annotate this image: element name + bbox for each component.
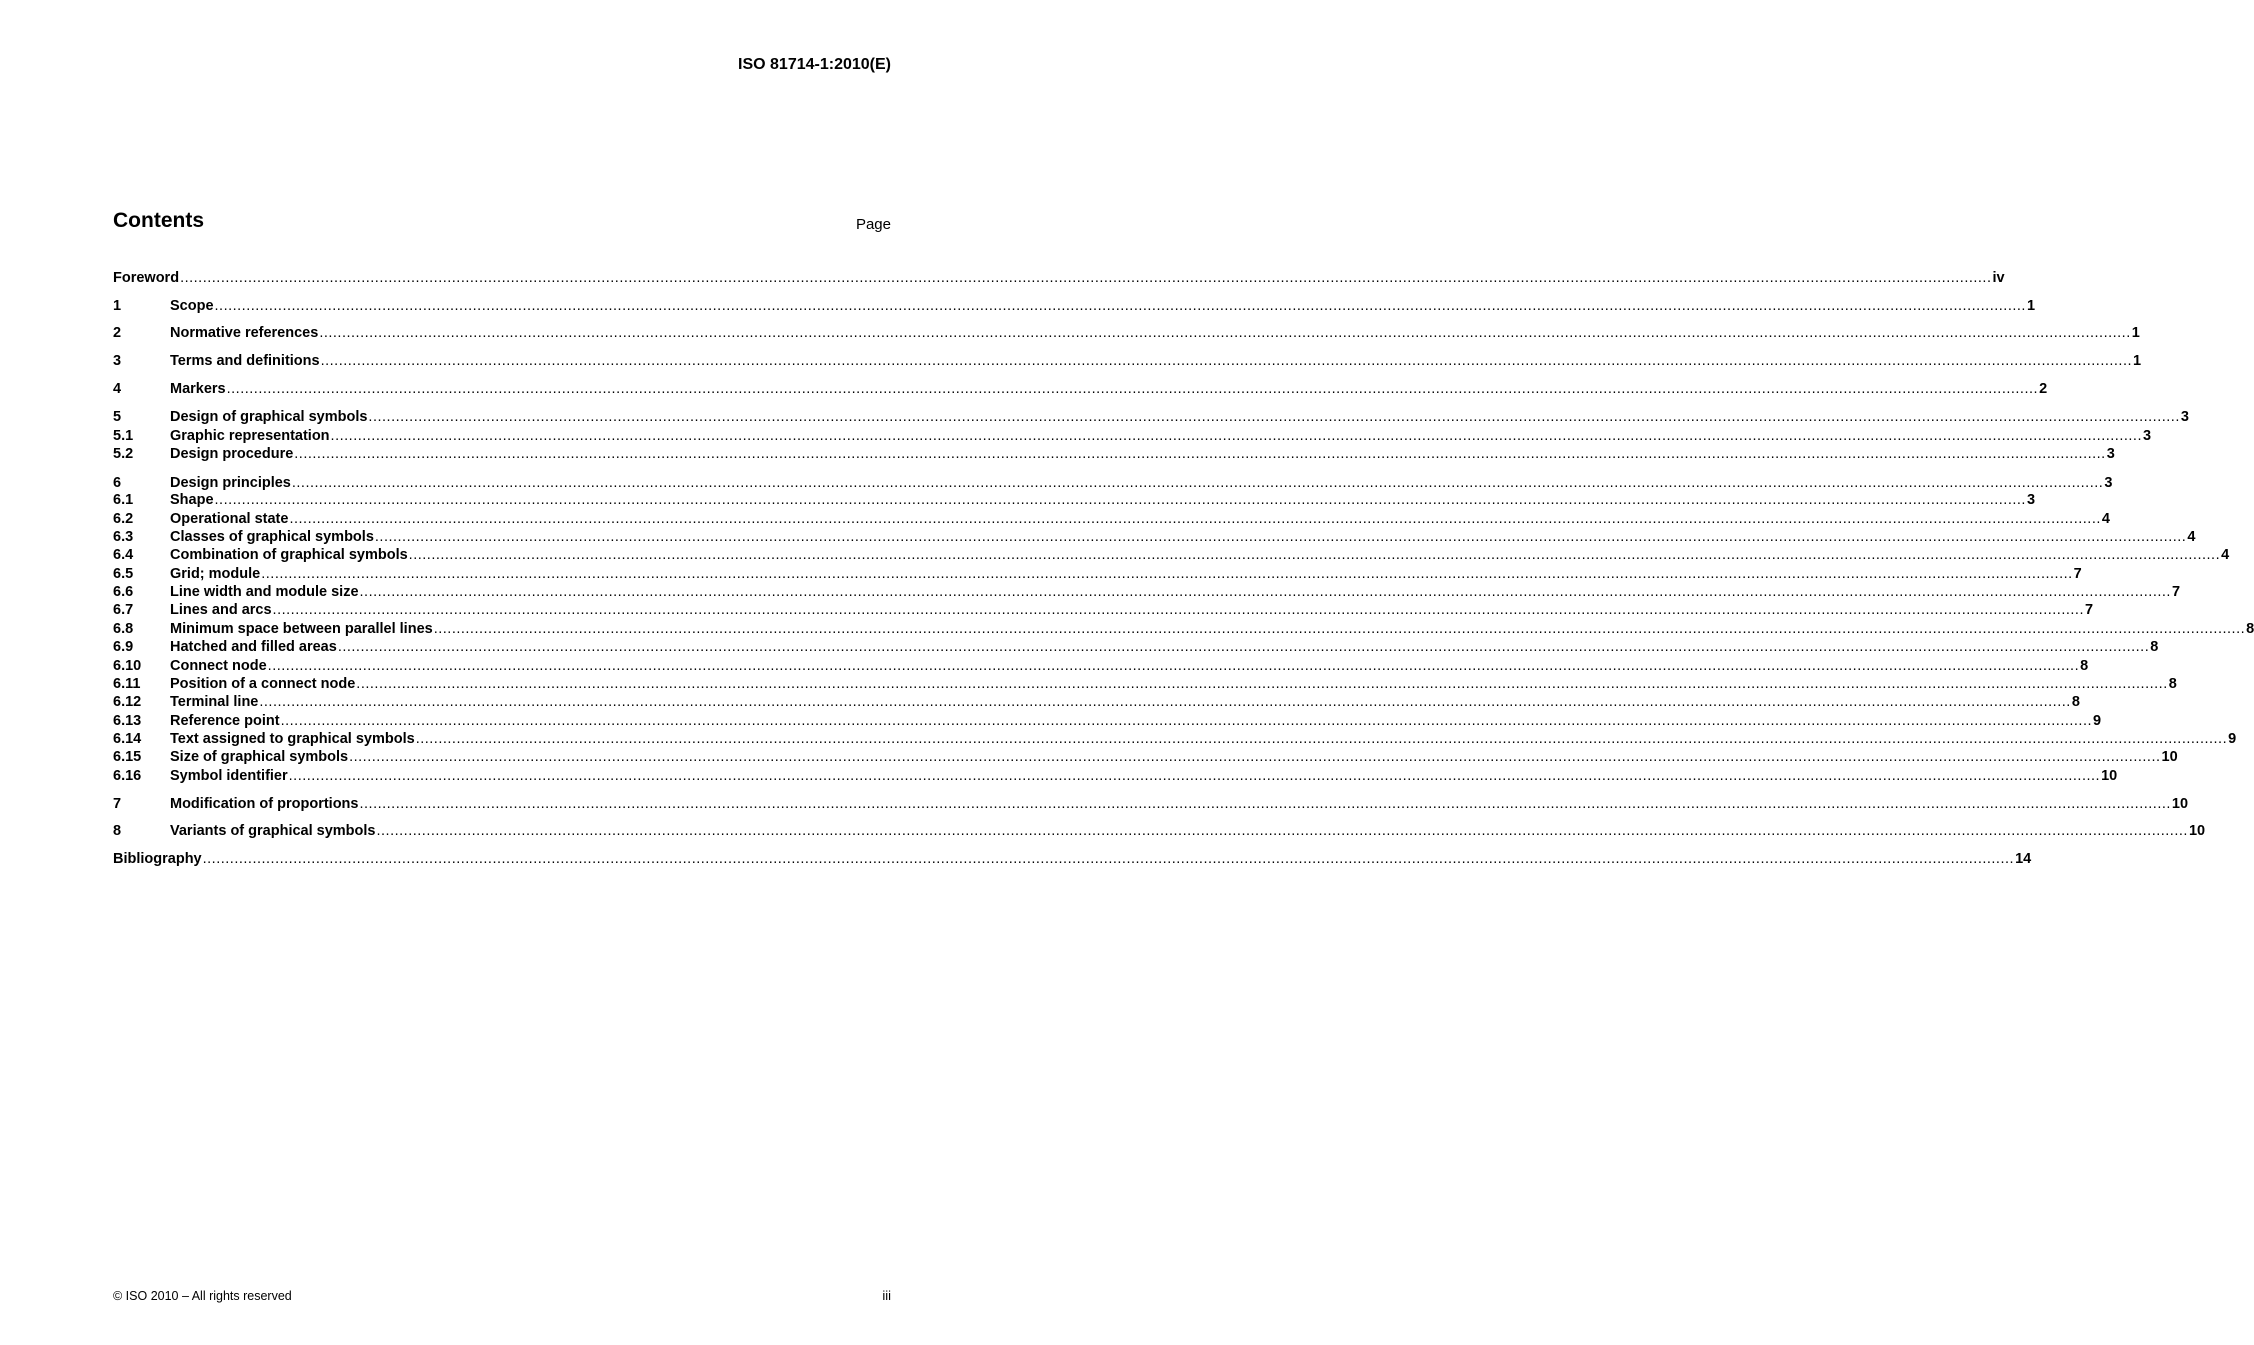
toc-entry[interactable] (113, 693, 2080, 711)
toc-entry-number: 6.3 (113, 529, 134, 545)
toc-entry-title: Markers (170, 381, 226, 397)
toc-entry-number: 6.15 (113, 749, 142, 765)
toc-dot-leader: ................................................................................................................................................................................................................................................................................................................................................................................................................ (415, 731, 2228, 747)
toc-dot-leader: ................................................................................................................................................................................................................................................................................................................................................................................................................ (359, 584, 2171, 600)
toc-entry[interactable] (113, 748, 2178, 766)
toc-entry-number: 6.11 (113, 676, 141, 692)
toc-entry-page: 3 (2142, 428, 2152, 444)
toc-entry-number: 6.9 (113, 639, 134, 655)
toc-entry[interactable] (113, 620, 2254, 638)
toc-entry-page: 8 (2071, 694, 2080, 710)
toc-entry[interactable] (113, 565, 2082, 583)
toc-entry-number: 4 (113, 381, 122, 397)
toc-dot-leader: ................................................................................................................................................................................................................................................................................................................................................................................................................ (330, 428, 2142, 444)
toc-dot-leader: ................................................................................................................................................................................................................................................................................................................................................................................................................ (356, 676, 2168, 692)
toc-entry-number: 8 (113, 823, 122, 839)
toc-dot-leader: ................................................................................................................................................................................................................................................................................................................................................................................................................ (272, 602, 2084, 618)
toc-entry[interactable] (113, 474, 2113, 492)
toc-entry-page: 10 (2171, 796, 2189, 812)
toc-entry-title: Foreword (113, 270, 180, 286)
toc-dot-leader: ................................................................................................................................................................................................................................................................................................................................................................................................................ (359, 796, 2171, 812)
toc-entry-title: Reference point (170, 713, 280, 729)
toc-entry-title: Scope (170, 298, 214, 314)
toc-entry-title: Line width and module size (170, 584, 359, 600)
toc-entry-title: Design of graphical symbols (170, 409, 368, 425)
toc-entry-page: 8 (2246, 621, 2254, 637)
page-number: iii (882, 1288, 891, 1303)
toc-entry-title: Lines and arcs (170, 602, 272, 618)
toc-entry-page: 4 (2187, 529, 2196, 545)
toc-entry-title: Operational state (170, 511, 289, 527)
toc-entry-number: 6.5 (113, 566, 134, 582)
toc-entry-title: Design procedure (170, 446, 294, 462)
toc-dot-leader: ................................................................................................................................................................................................................................................................................................................................................................................................................ (289, 511, 2101, 527)
toc-dot-leader: ................................................................................................................................................................................................................................................................................................................................................................................................................ (337, 639, 2150, 655)
toc-dot-leader: ................................................................................................................................................................................................................................................................................................................................................................................................................ (288, 768, 2101, 784)
toc-entry[interactable] (113, 675, 2177, 693)
toc-entry-title: Minimum space between parallel lines (170, 621, 433, 637)
toc-dot-leader: ................................................................................................................................................................................................................................................................................................................................................................................................................ (226, 381, 2039, 397)
toc-entry-number: 1 (113, 298, 122, 314)
toc-entry-title: Classes of graphical symbols (170, 529, 374, 545)
toc-entry-number: 6.10 (113, 658, 142, 674)
toc-dot-leader: ................................................................................................................................................................................................................................................................................................................................................................................................................ (214, 298, 2026, 314)
toc-entry[interactable] (113, 445, 2115, 463)
toc-entry-title: Design principles (170, 475, 291, 491)
toc-entry-page: 3 (2106, 446, 2115, 462)
copyright-notice: © ISO 2010 – All rights reserved (113, 1289, 292, 1303)
toc-entry[interactable] (113, 795, 2189, 813)
toc-entry-number: 5.2 (113, 446, 134, 462)
toc-dot-leader: ................................................................................................................................................................................................................................................................................................................................................................................................................ (408, 547, 2221, 563)
toc-entry-page: 3 (2104, 475, 2113, 491)
toc-entry[interactable] (113, 352, 2142, 370)
toc-entry-number: 6.7 (113, 602, 134, 618)
toc-entry[interactable] (113, 510, 2110, 528)
toc-entry-title: Modification of proportions (170, 796, 359, 812)
toc-entry[interactable] (113, 408, 2189, 426)
toc-entry-number: 6.12 (113, 694, 142, 710)
toc-entry-title: Grid; module (170, 566, 261, 582)
toc-entry-page: 9 (2228, 731, 2237, 747)
toc-entry-page: 10 (2101, 768, 2118, 784)
toc-entry-page: 7 (2084, 602, 2094, 618)
toc-entry[interactable] (113, 583, 2181, 601)
toc-entry-title: Text assigned to graphical symbols (170, 731, 415, 747)
toc-dot-leader: ................................................................................................................................................................................................................................................................................................................................................................................................................ (214, 492, 2026, 508)
toc-dot-leader: ................................................................................................................................................................................................................................................................................................................................................................................................................ (259, 694, 2071, 710)
toc-entry-number: 6.1 (113, 492, 134, 508)
toc-entry-title: Shape (170, 492, 214, 508)
toc-entry-page: iv (1992, 270, 2005, 286)
contents-heading: Contents (113, 209, 204, 232)
toc-entry-page: 8 (2080, 658, 2089, 674)
toc-entry-number: 2 (113, 325, 122, 341)
toc-dot-leader: ................................................................................................................................................................................................................................................................................................................................................................................................................ (374, 529, 2187, 545)
toc-entry-number: 6.13 (113, 713, 142, 729)
toc-entry-number: 5 (113, 409, 122, 425)
toc-entry[interactable] (113, 730, 2237, 748)
toc-entry-number: 6.6 (113, 584, 134, 600)
toc-entry[interactable] (113, 822, 2206, 840)
toc-dot-leader: ................................................................................................................................................................................................................................................................................................................................................................................................................ (267, 658, 2080, 674)
toc-entry[interactable] (113, 269, 2005, 287)
toc-entry[interactable] (113, 324, 2140, 342)
toc-entry[interactable] (113, 427, 2152, 445)
toc-entry[interactable] (113, 657, 2089, 675)
toc-entry-number: 6.2 (113, 511, 134, 527)
toc-entry-page: 3 (2026, 492, 2036, 508)
toc-entry[interactable] (113, 712, 2102, 730)
toc-dot-leader: ................................................................................................................................................................................................................................................................................................................................................................................................................ (320, 353, 2133, 369)
toc-entry-page: 7 (2171, 584, 2181, 600)
toc-dot-leader: ................................................................................................................................................................................................................................................................................................................................................................................................................ (261, 566, 2073, 582)
toc-entry[interactable] (113, 297, 2036, 315)
toc-dot-leader: ................................................................................................................................................................................................................................................................................................................................................................................................................ (280, 713, 2093, 729)
toc-entry-number: 6.14 (113, 731, 142, 747)
toc-entry-page: 8 (2168, 676, 2177, 692)
toc-entry-page: 10 (2161, 749, 2178, 765)
toc-entry[interactable] (113, 546, 2230, 564)
toc-entry-page: 7 (2073, 566, 2082, 582)
toc-entry[interactable] (113, 491, 2036, 509)
toc-dot-leader: ................................................................................................................................................................................................................................................................................................................................................................................................................ (433, 621, 2246, 637)
toc-entry-title: Graphic representation (170, 428, 330, 444)
toc-dot-leader: ................................................................................................................................................................................................................................................................................................................................................................................................................ (294, 446, 2106, 462)
toc-entry-page: 1 (2026, 298, 2036, 314)
toc-dot-leader: ................................................................................................................................................................................................................................................................................................................................................................................................................ (180, 270, 1992, 286)
toc-entry[interactable] (113, 850, 2032, 868)
toc-entry-title: Symbol identifier (170, 768, 288, 784)
toc-entry-page: 14 (2015, 851, 2032, 867)
toc-entry-number: 5.1 (113, 428, 134, 444)
toc-entry-page: 1 (2131, 325, 2140, 341)
document-id: ISO 81714-1:2010(E) (738, 56, 891, 73)
toc-entry-number: 6.8 (113, 621, 134, 637)
toc-entry-title: Hatched and filled areas (170, 639, 337, 655)
toc-entry-number: 7 (113, 796, 122, 812)
toc-entry-page: 8 (2150, 639, 2159, 655)
toc-entry-page: 4 (2101, 511, 2110, 527)
toc-dot-leader: ................................................................................................................................................................................................................................................................................................................................................................................................................ (376, 823, 2188, 839)
toc-entry-title: Combination of graphical symbols (170, 547, 408, 563)
toc-entry-title: Bibliography (113, 851, 202, 867)
toc-entry[interactable] (113, 601, 2094, 619)
page-column-label: Page (855, 216, 891, 233)
toc-entry[interactable] (113, 767, 2118, 785)
toc-entry-number: 6 (113, 475, 122, 491)
toc-dot-leader: ................................................................................................................................................................................................................................................................................................................................................................................................................ (319, 325, 2131, 341)
toc-entry[interactable] (113, 638, 2159, 656)
toc-dot-leader: ................................................................................................................................................................................................................................................................................................................................................................................................................ (291, 475, 2104, 491)
toc-entry-title: Terms and definitions (170, 353, 320, 369)
toc-entry-title: Normative references (170, 325, 319, 341)
toc-dot-leader: ................................................................................................................................................................................................................................................................................................................................................................................................................ (349, 749, 2161, 765)
toc-entry-title: Terminal line (170, 694, 259, 710)
toc-entry-page: 10 (2188, 823, 2206, 839)
toc-entry-title: Variants of graphical symbols (170, 823, 376, 839)
toc-entry-number: 6.16 (113, 768, 142, 784)
toc-entry[interactable] (113, 380, 2048, 398)
toc-entry-title: Position of a connect node (170, 676, 356, 692)
toc-entry-page: 2 (2039, 381, 2048, 397)
toc-entry-page: 1 (2133, 353, 2142, 369)
toc-entry-page: 3 (2180, 409, 2189, 425)
toc-entry-page: 4 (2221, 547, 2230, 563)
toc-entry-title: Connect node (170, 658, 267, 674)
toc-entry-title: Size of graphical symbols (170, 749, 349, 765)
toc-dot-leader: ................................................................................................................................................................................................................................................................................................................................................................................................................ (202, 851, 2015, 867)
toc-dot-leader: ................................................................................................................................................................................................................................................................................................................................................................................................................ (368, 409, 2180, 425)
toc-entry-number: 3 (113, 353, 122, 369)
toc-entry-page: 9 (2093, 713, 2102, 729)
toc-entry[interactable] (113, 528, 2196, 546)
toc-entry-number: 6.4 (113, 547, 134, 563)
